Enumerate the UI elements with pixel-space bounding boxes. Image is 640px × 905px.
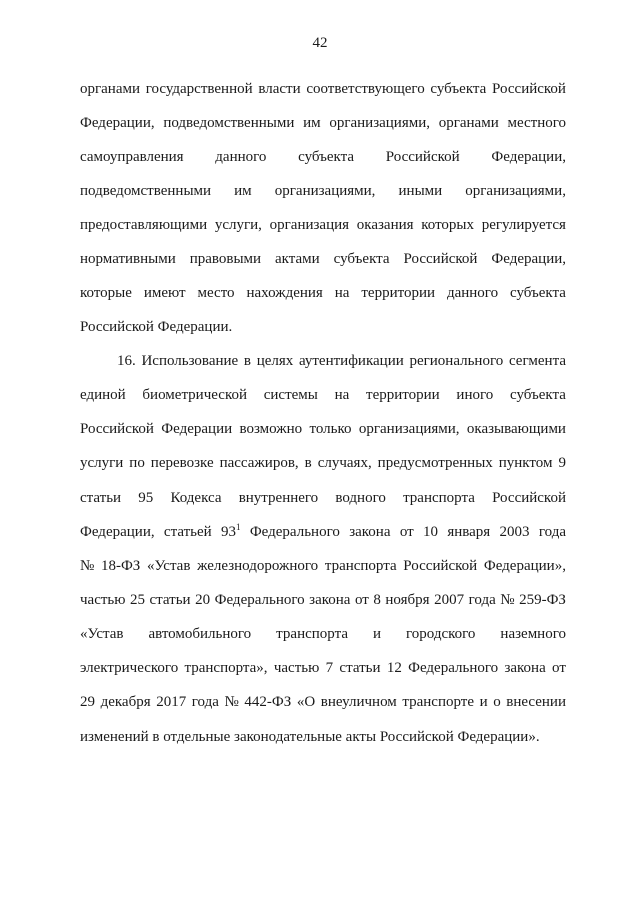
word: субъекта <box>333 251 390 267</box>
word: организация <box>269 217 350 233</box>
word: года <box>538 524 566 540</box>
word: соответствующего <box>306 81 425 97</box>
word: в <box>304 455 312 471</box>
word: о <box>493 694 501 710</box>
word: организациями, <box>274 183 376 199</box>
word: регулируется <box>481 217 566 233</box>
word: «Устав <box>146 558 191 574</box>
word: нормативными <box>80 251 176 267</box>
word: субъекта <box>430 81 487 97</box>
word: только <box>309 421 352 437</box>
word: от <box>399 524 414 540</box>
word: № <box>224 694 239 710</box>
word: организациями, <box>329 115 430 131</box>
word: данного <box>215 149 267 165</box>
word: оказывающими <box>466 421 566 437</box>
word: 20 <box>195 592 211 608</box>
word: Федерации, <box>491 149 566 165</box>
word: данного <box>446 285 499 301</box>
word: услуги, <box>214 217 262 233</box>
word: наземного <box>500 626 566 642</box>
word: территории <box>366 387 440 403</box>
text-line <box>80 419 566 439</box>
word: от <box>354 592 369 608</box>
word: оказания <box>356 217 414 233</box>
word: самоуправления <box>80 149 184 165</box>
word: место <box>197 285 235 301</box>
word: 2003 <box>499 524 530 540</box>
word: государственной <box>145 81 253 97</box>
text-line-with-footnote <box>80 522 566 542</box>
word: субъекта <box>298 149 355 165</box>
word: 2017 <box>156 694 187 710</box>
word: Российской <box>385 149 460 165</box>
word: Федерации, <box>491 251 566 267</box>
word: иного <box>456 387 494 403</box>
word: и <box>372 626 381 642</box>
word: которых <box>421 217 475 233</box>
word: имеют <box>143 285 186 301</box>
word: частью <box>80 592 126 608</box>
word: в <box>243 353 251 369</box>
word: 25 <box>129 592 145 608</box>
word: аутентификации <box>298 353 404 369</box>
word: на <box>334 285 350 301</box>
word: внутреннего <box>238 490 319 506</box>
word: системы <box>263 387 318 403</box>
word: закона <box>504 660 546 676</box>
word: на <box>334 387 350 403</box>
word: 7 <box>325 660 334 676</box>
word: 9 <box>558 455 566 471</box>
word: органами <box>438 115 499 131</box>
word: 442-ФЗ <box>244 694 292 710</box>
text-line: изменений в отдельные законодательные акты Российской Федерации». <box>80 729 540 745</box>
word: органами <box>80 81 141 97</box>
word: единой <box>80 387 126 403</box>
text-line <box>80 79 566 99</box>
word: внесении <box>506 694 566 710</box>
word: статьей <box>163 524 212 540</box>
text-line <box>80 658 566 678</box>
text-line <box>80 113 566 133</box>
word: транспорта <box>324 558 397 574</box>
word: Федерации, <box>80 115 155 131</box>
word: водного <box>335 490 386 506</box>
word: 2007 <box>434 592 465 608</box>
word: перевозке <box>150 455 214 471</box>
word: Российской <box>80 421 154 437</box>
word: пунктом <box>498 455 553 471</box>
word: Российской <box>403 251 478 267</box>
word: территории <box>361 285 436 301</box>
word: по <box>129 455 145 471</box>
word: транспорта», <box>184 660 268 676</box>
text-line <box>80 488 566 508</box>
word: транспорте <box>402 694 474 710</box>
footnote-marker: 1 <box>236 522 241 532</box>
text-line <box>80 453 566 473</box>
word: частью <box>273 660 320 676</box>
word: № <box>80 558 95 574</box>
word: подведомственными <box>80 183 212 199</box>
word: городского <box>405 626 476 642</box>
text-line <box>80 556 566 576</box>
word: железнодорожного <box>197 558 319 574</box>
word: организациями, <box>358 421 460 437</box>
word: Федерации», <box>483 558 566 574</box>
word: года <box>468 592 496 608</box>
text-line <box>80 283 566 303</box>
word: Использование <box>141 353 239 369</box>
word: 95 <box>138 490 154 506</box>
word: транспорта <box>403 490 475 506</box>
word: Федерации, <box>80 524 155 540</box>
word: декабря <box>100 694 151 710</box>
word: № <box>500 592 515 608</box>
word: Федерального <box>408 660 499 676</box>
word: 10 <box>423 524 438 540</box>
text-line <box>117 351 566 371</box>
word: предоставляющими <box>80 217 208 233</box>
text-line <box>80 181 566 201</box>
text-line <box>80 385 566 405</box>
word: «О <box>296 694 316 710</box>
text-line <box>80 692 566 712</box>
word: актами <box>275 251 320 267</box>
word: субъекта <box>510 285 566 301</box>
word: организациями, <box>465 183 566 199</box>
page-number: 42 <box>312 35 328 51</box>
word: статьи <box>80 490 122 506</box>
word: нахождения <box>246 285 323 301</box>
word: Российской <box>492 490 566 506</box>
word: статьи <box>149 592 191 608</box>
word: января <box>447 524 491 540</box>
word: закона <box>309 592 351 608</box>
word: им <box>234 183 252 199</box>
word: иными <box>398 183 443 199</box>
word: Федерации <box>161 421 233 437</box>
word: внеуличном <box>320 694 397 710</box>
text-line <box>80 624 566 644</box>
word: ноября <box>385 592 430 608</box>
word: «Устав <box>80 626 124 642</box>
word: Федерального <box>214 592 305 608</box>
word: предусмотренных <box>377 455 493 471</box>
word: власти <box>258 81 301 97</box>
word: транспорта <box>276 626 348 642</box>
word: электрического <box>80 660 179 676</box>
word: целях <box>256 353 294 369</box>
word: 18-ФЗ <box>100 558 141 574</box>
word: биометрической <box>142 387 247 403</box>
word: Российской <box>492 81 566 97</box>
word: Кодекса <box>170 490 222 506</box>
word: сегмента <box>508 353 566 369</box>
word: и <box>479 694 488 710</box>
word: Российской <box>403 558 478 574</box>
word: автомобильного <box>148 626 252 642</box>
word: года <box>191 694 219 710</box>
word: от <box>552 660 566 676</box>
word: 8 <box>373 592 381 608</box>
word: местного <box>507 115 566 131</box>
text-line: Российской Федерации. <box>80 319 233 335</box>
word: подведомственными <box>163 115 295 131</box>
word: 29 <box>80 694 95 710</box>
text-line <box>80 215 566 235</box>
word: статьи <box>339 660 381 676</box>
word: 12 <box>386 660 402 676</box>
text-line <box>80 147 566 167</box>
text-line <box>80 249 566 269</box>
word: 16. <box>117 353 136 369</box>
word: им <box>303 115 321 131</box>
word: закона <box>349 524 391 540</box>
word-with-superscript: $93^1$ <box>221 522 241 540</box>
word: которые <box>80 285 132 301</box>
word: Федерального <box>249 524 340 540</box>
text-line <box>80 590 566 610</box>
word: регионального <box>409 353 504 369</box>
word: возможно <box>239 421 303 437</box>
word: 259-ФЗ <box>519 592 566 608</box>
word: правовыми <box>189 251 262 267</box>
word: субъекта <box>510 387 566 403</box>
word: пассажиров, <box>219 455 299 471</box>
word: случаях, <box>317 455 372 471</box>
word: услуги <box>80 455 124 471</box>
